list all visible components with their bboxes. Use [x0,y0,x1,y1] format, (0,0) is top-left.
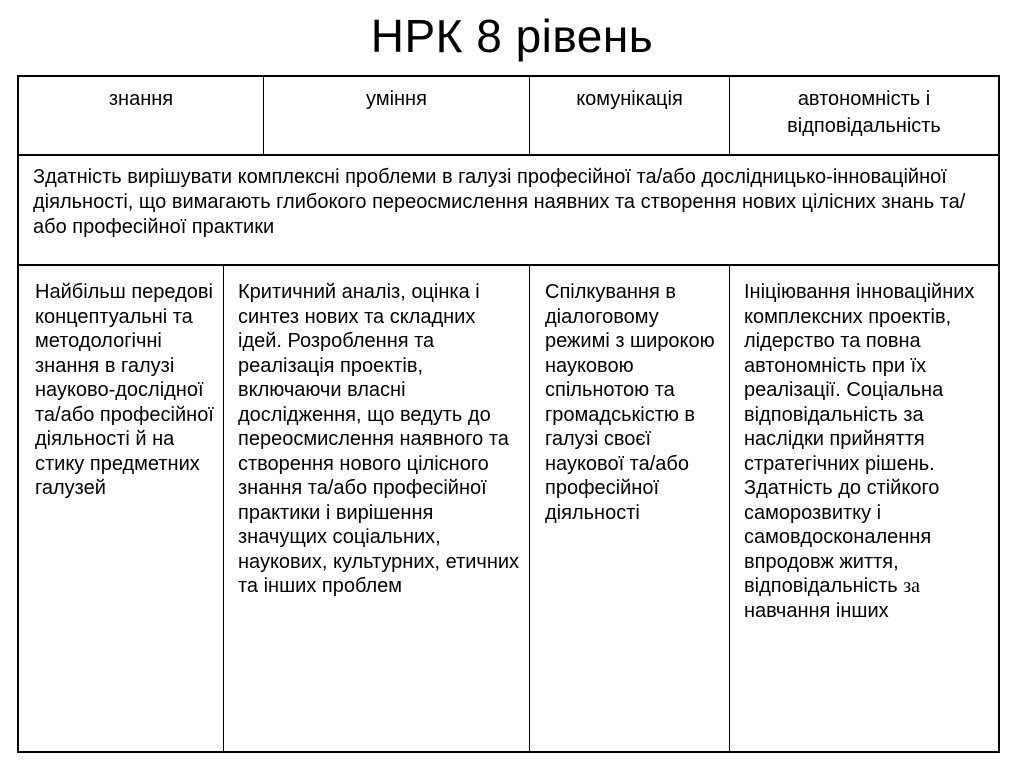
summary-row-divider [19,264,998,266]
communication-description: Спілкування в діалоговому режимі з широкою науковою спільнотою та громадськістю в галузі своєї наукової та/або професійної діяльності [545,281,715,524]
header-row-divider [19,154,998,156]
header-communication: комунікація [576,88,683,110]
header-knowledge: знання [108,88,174,110]
body-col-divider-2 [529,266,530,751]
header-autonomy-responsibility: автономність і відповідальність [787,88,941,137]
body-col-divider-1 [223,266,224,751]
nrk-level-8-table [17,75,1000,753]
autonomy-tail-text: навчання інших [744,599,889,622]
body-col-divider-3 [729,266,730,751]
skills-description: Критичний аналіз, оцінка і синтез нових та складних ідей. Розроблення та реалізація проектів, включаючи власні дослідження, що ведуть до переосмислення наявного та створення нового цілісного знання та/або професійної практики і вирішення значущих соціальних, наукових, культурних, етичних та інших проблем [238,281,520,597]
knowledge-description: Найбільш передові концептуальні та методологічні знання в галузі науково-дослідної та/або професійної діяльності й на стику предметних галузей [35,281,214,499]
header-skills: уміння [366,88,427,110]
autonomy-description [744,280,994,623]
summary-competence: Здатність вирішувати комплексні проблеми в галузі професійної та/або дослідницько-інноваційної діяльності, що вимагають глибокого переосмислення наявних та створення нових цілісних знань та/або професійної практики [33,166,966,238]
slide-title: НРК 8 рівень [370,10,654,62]
autonomy-main-text: Ініціювання інноваційних комплексних проектів, лідерство та повна автономність при їх реалізації. Соціальна відповідальність за наслідки прийняття стратегічних рішень. Здатність до стійкого саморозвитку і самовдосконалення впродовж життя, відповідальність [744,281,975,597]
autonomy-za-word: за [903,575,921,597]
